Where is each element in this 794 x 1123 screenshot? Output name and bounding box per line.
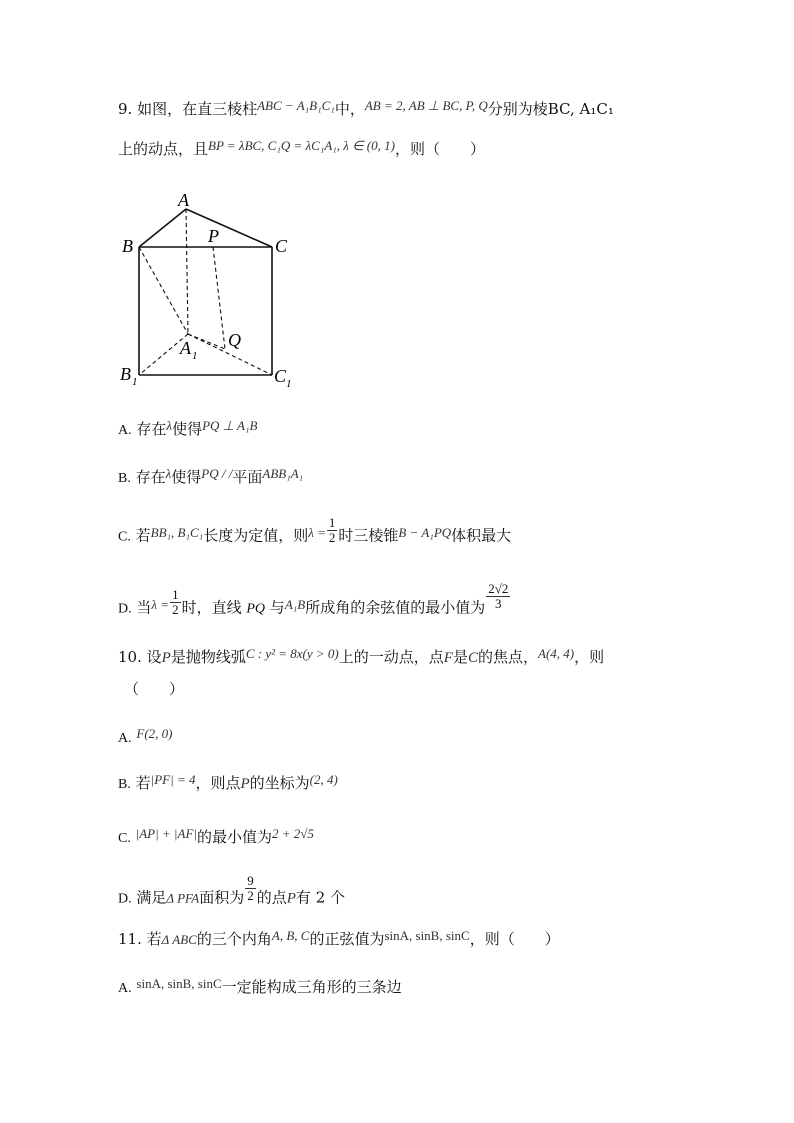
edge-A1Q	[188, 334, 225, 349]
q10-text2: 是抛物线弧	[170, 648, 246, 666]
q10-c-label: C.	[118, 831, 131, 846]
label-B1-sub: 1	[132, 376, 138, 388]
q10-d-frac-num: 9	[247, 873, 254, 888]
label-P: P	[208, 226, 219, 246]
label-A1: A	[180, 338, 191, 358]
q11-number: 11.	[118, 930, 142, 948]
q9-a-text2: 使得	[172, 420, 203, 438]
q10-option-c	[118, 826, 314, 850]
label-B: B	[122, 236, 133, 256]
q10-number: 10.	[118, 648, 142, 666]
q9-intro: 如图，在直三棱柱	[137, 100, 258, 118]
q9-c-text4: 体积最大	[451, 526, 512, 545]
q10-text3: 上的一动点，点	[338, 648, 444, 666]
q9-b-text2: 使得	[171, 468, 202, 486]
q10-b-text2: ，则点	[195, 774, 241, 792]
q9-d-frac-den: 2	[172, 602, 179, 617]
label-Q: Q	[228, 330, 241, 350]
label-A: A	[178, 190, 189, 210]
q9-vectors: BP = λBC, C₁Q = λC₁A₁, λ ∈ (0, 1)	[208, 138, 395, 153]
q10-option-b	[118, 772, 338, 796]
q9-d-answer-fraction	[486, 582, 510, 611]
q10-A: A(4, 4)	[538, 646, 575, 661]
label-A1-sub: 1	[192, 350, 198, 362]
q9-line2-post: ，则（ ）	[394, 140, 485, 158]
q9-d-ans-num: 2√2	[488, 581, 509, 596]
q9-number: 9.	[118, 100, 133, 118]
q11-line1	[118, 928, 560, 951]
q10-line1	[118, 646, 604, 669]
q10-a-label: A.	[118, 731, 132, 746]
q9-c-math: BB₁, B₁C₁	[150, 524, 204, 540]
q10-d-text2: 面积为	[199, 888, 245, 907]
q10-d-label: D.	[118, 891, 132, 907]
q11-a-math: sinA, sinB, sinC	[136, 976, 222, 991]
q11-tri: Δ ABC	[161, 932, 197, 947]
q10-a-math: F(2, 0)	[136, 726, 173, 741]
q10-c-math: |AP| + |AF|	[135, 826, 197, 841]
q11-a-text1: 一定能构成三角形的三条边	[221, 978, 402, 996]
q10-paren: （ ）	[124, 680, 185, 698]
edge-AB	[139, 209, 186, 247]
q9-d-ans-den: 3	[495, 596, 502, 611]
q9-c-text1: 若	[135, 526, 151, 545]
q9-option-c	[118, 515, 512, 551]
q9-c-text3: 时三棱锥	[338, 526, 399, 545]
q9-d-lambda: λ =	[151, 596, 170, 612]
q9-b-text1: 存在	[135, 468, 166, 486]
q10-text5: 的焦点，	[477, 648, 538, 666]
q9-c-frac-den: 2	[328, 530, 336, 545]
q9-d-label: D.	[118, 601, 132, 617]
q10-d-text3: 的点	[256, 888, 287, 907]
q11-text3: 的正弦值为	[309, 930, 385, 948]
label-C: C	[275, 236, 288, 256]
q9-a-lambda: λ	[166, 418, 173, 433]
q9-b-text3: 平面	[232, 468, 263, 486]
q10-line2	[124, 678, 184, 700]
prism-figure	[112, 190, 312, 390]
q10-c-val: 2 + 2√5	[271, 826, 314, 841]
q10-d-fraction	[245, 874, 256, 903]
q10-b-coord: (2, 4)	[309, 772, 338, 787]
q10-option-a	[118, 726, 173, 750]
q9-c-frac-num: 1	[328, 515, 336, 530]
q9-b-label: B.	[118, 471, 131, 486]
q9-a-math: PQ ⊥ A₁B	[202, 418, 258, 433]
q9-c-label: C.	[118, 529, 131, 545]
q10-b-P: P	[240, 776, 250, 792]
q10-text1: 设	[146, 648, 162, 666]
q10-curve: C : y² = 8x(y > 0)	[245, 646, 339, 661]
edge-PQ	[213, 247, 225, 349]
q10-C: C	[467, 650, 478, 666]
q9-option-d	[118, 581, 511, 623]
q9-tail: 分别为棱BC, A₁C₁	[487, 100, 614, 118]
q9-option-a	[118, 418, 257, 442]
q9-conditions: AB = 2, AB ⊥ BC, P, Q	[364, 98, 488, 113]
q10-b-label: B.	[118, 777, 131, 792]
q9-b-math: PQ / /	[201, 466, 233, 481]
q9-prism: ABC − A₁B₁C₁	[257, 98, 335, 113]
q9-b-lambda: λ	[165, 466, 172, 481]
q11-angles: A, B, C	[271, 928, 310, 943]
q9-a-text1: 存在	[136, 420, 167, 438]
q9-a-label: A.	[118, 423, 132, 438]
q9-d-text1: 当	[136, 598, 152, 617]
q11-sines: sinA, sinB, sinC	[384, 928, 470, 943]
q10-option-d	[118, 873, 346, 913]
q10-text4: 是	[452, 648, 468, 666]
q10-d-text4: 有 2 个	[295, 888, 346, 907]
q10-b-text1: 若	[135, 774, 151, 792]
q9-d-math: A₁B	[284, 596, 306, 612]
q9-c-fraction	[327, 516, 338, 545]
q11-a-label: A.	[118, 981, 132, 996]
q9-d-fraction	[170, 588, 181, 617]
q9-d-frac-num: 1	[172, 587, 179, 602]
q9-d-text3: 与	[265, 598, 285, 617]
q9-d-text2: 时，直线	[181, 598, 247, 617]
edge-AC	[186, 209, 272, 247]
q10-c-text1: 的最小值为	[196, 828, 272, 846]
q10-b-math: |PF| = 4	[150, 772, 196, 787]
label-C1: C	[274, 366, 287, 386]
q9-line2-pre: 上的动点，且	[118, 140, 209, 158]
q11-text1: 若	[146, 930, 162, 948]
q10-d-tri: Δ PFA	[166, 890, 200, 906]
edge-BA1	[139, 247, 188, 334]
q10-b-text3: 的坐标为	[249, 774, 310, 792]
q9-mid: 中，	[334, 100, 365, 118]
q10-F: F	[443, 650, 453, 666]
q11-option-a	[118, 976, 402, 1000]
q9-b-math2: ABB₁A₁	[262, 466, 304, 481]
q9-line2	[118, 138, 485, 161]
q10-d-text1: 满足	[136, 888, 167, 907]
edge-AA1	[186, 209, 188, 334]
q9-c-lambda: λ =	[308, 524, 326, 540]
q9-line1	[118, 98, 614, 121]
q9-d-pq: PQ	[246, 601, 266, 617]
label-B1: B	[120, 364, 131, 384]
label-C1-sub: 1	[286, 378, 292, 390]
q9-c-text2: 长度为定值，则	[203, 526, 309, 545]
q9-option-b	[118, 466, 303, 490]
q10-d-frac-den: 2	[247, 888, 254, 903]
q10-d-P: P	[286, 890, 296, 907]
q10-text6: ，则	[574, 648, 605, 666]
q11-text2: 的三个内角	[196, 930, 272, 948]
q10-P: P	[161, 650, 171, 666]
q11-text4: ，则（ ）	[469, 930, 560, 948]
q9-d-text4: 所成角的余弦值的最小值为	[305, 598, 486, 617]
q9-c-math2: B − A₁PQ	[398, 524, 452, 540]
